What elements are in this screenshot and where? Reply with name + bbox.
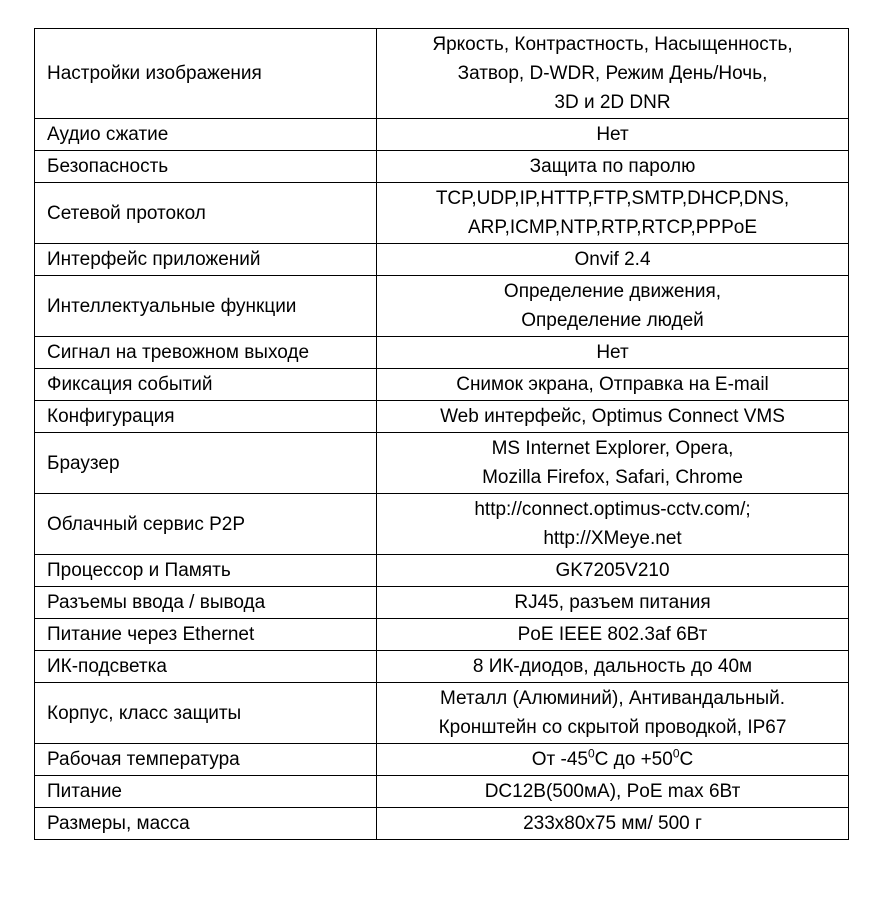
table-row — [35, 183, 849, 244]
value-line: Кронштейн со скрытой проводкой, IP67 — [438, 717, 787, 738]
row-value — [377, 683, 849, 744]
degree-superscript: 0 — [672, 746, 680, 761]
row-parameter: Облачный сервис P2P — [35, 494, 377, 555]
row-parameter: Рабочая температура — [35, 744, 377, 776]
row-parameter: Сигнал на тревожном выходе — [35, 337, 377, 369]
temperature-suffix: C — [679, 749, 694, 770]
row-value — [377, 744, 849, 776]
row-parameter: Процессор и Память — [35, 555, 377, 587]
row-parameter: ИК-подсветка — [35, 651, 377, 683]
value-line: Определение людей — [521, 310, 704, 331]
value-line: Затвор, D-WDR, Режим День/Ночь, — [457, 63, 768, 84]
row-parameter: Размеры, масса — [35, 808, 377, 840]
row-parameter: Аудио сжатие — [35, 119, 377, 151]
value-line: Защита по паролю — [529, 156, 696, 177]
value-line: 8 ИК-диодов, дальность до 40м — [472, 656, 753, 677]
row-value — [377, 244, 849, 276]
row-value — [377, 183, 849, 244]
row-parameter: Корпус, класс защиты — [35, 683, 377, 744]
value-line: ARP,ICMP,NTP,RTP,RTCP,PPPoE — [467, 217, 757, 238]
row-value — [377, 433, 849, 494]
table-row — [35, 433, 849, 494]
row-parameter: Настройки изображения — [35, 29, 377, 119]
row-value — [377, 808, 849, 840]
value-line: Металл (Алюминий), Антивандальный. — [440, 688, 785, 709]
value-line: MS Internet Explorer, Opera, — [491, 438, 734, 459]
row-value — [377, 151, 849, 183]
row-value — [377, 29, 849, 119]
value-line: 233x80x75 мм/ 500 г — [523, 813, 702, 834]
value-line: Mozilla Firefox, Safari, Chrome — [482, 467, 743, 488]
row-value — [377, 776, 849, 808]
value-line: Нет — [596, 124, 629, 145]
value-line: http://XMeye.net — [543, 528, 682, 549]
value-line: 3D и 2D DNR — [554, 92, 671, 113]
row-parameter: Безопасность — [35, 151, 377, 183]
table-row — [35, 808, 849, 840]
row-parameter: Питание через Ethernet — [35, 619, 377, 651]
table-row — [35, 776, 849, 808]
value-line: DC12В(500мА), PoE max 6Вт — [484, 781, 741, 802]
table-row — [35, 29, 849, 119]
specifications-table — [34, 28, 849, 840]
row-value — [377, 337, 849, 369]
row-parameter: Конфигурация — [35, 401, 377, 433]
table-row — [35, 369, 849, 401]
table-row — [35, 744, 849, 776]
value-line: Снимок экрана, Отправка на E-mail — [456, 374, 769, 395]
row-value — [377, 276, 849, 337]
row-parameter: Разъемы ввода / вывода — [35, 587, 377, 619]
value-line: GK7205V210 — [555, 560, 670, 581]
value-line: http://connect.optimus-cctv.com/; — [474, 499, 751, 520]
table-row — [35, 276, 849, 337]
row-value — [377, 651, 849, 683]
table-row — [35, 587, 849, 619]
table-row — [35, 494, 849, 555]
table-row — [35, 244, 849, 276]
temperature-prefix: От -45 — [531, 749, 588, 770]
value-line: Нет — [596, 342, 629, 363]
row-parameter: Сетевой протокол — [35, 183, 377, 244]
value-line: Onvif 2.4 — [574, 249, 651, 270]
degree-superscript: 0 — [587, 746, 595, 761]
value-line: Яркость, Контрастность, Насыщенность, — [432, 34, 793, 55]
value-line: PoE IEEE 802.3af 6Вт — [517, 624, 708, 645]
table-row — [35, 555, 849, 587]
row-value — [377, 619, 849, 651]
table-row — [35, 151, 849, 183]
table-row — [35, 119, 849, 151]
row-value — [377, 369, 849, 401]
row-parameter: Фиксация событий — [35, 369, 377, 401]
row-value — [377, 119, 849, 151]
value-line: TCP,UDP,IP,HTTP,FTP,SMTP,DHCP,DNS, — [435, 188, 790, 209]
temperature-middle: C до +50 — [594, 749, 673, 770]
value-line: Web интерфейс, Optimus Connect VMS — [440, 406, 785, 427]
row-parameter: Питание — [35, 776, 377, 808]
table-row — [35, 651, 849, 683]
row-parameter: Интерфейс приложений — [35, 244, 377, 276]
row-value — [377, 587, 849, 619]
table-row — [35, 337, 849, 369]
row-parameter: Браузер — [35, 433, 377, 494]
table-row — [35, 619, 849, 651]
table-row — [35, 401, 849, 433]
value-line: Определение движения, — [503, 281, 722, 302]
row-value — [377, 401, 849, 433]
row-value — [377, 555, 849, 587]
row-parameter: Интеллектуальные функции — [35, 276, 377, 337]
value-line: RJ45, разъем питания — [514, 592, 711, 613]
specifications-table-body — [35, 29, 849, 840]
row-value — [377, 494, 849, 555]
table-row — [35, 683, 849, 744]
